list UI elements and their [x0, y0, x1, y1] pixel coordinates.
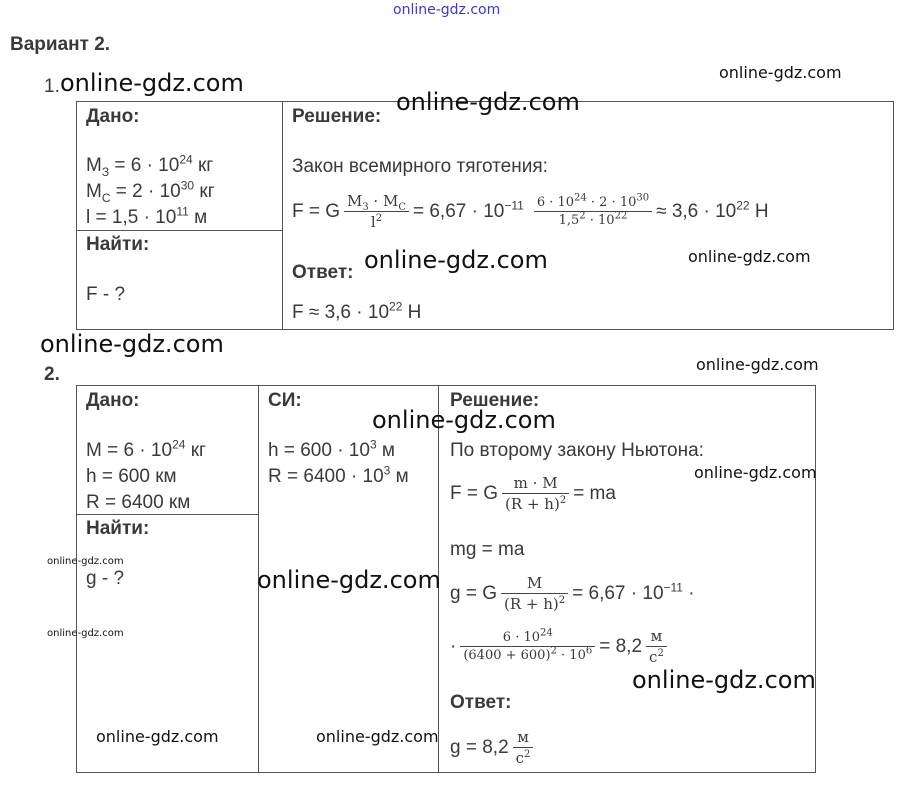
problem2-given-height: h = 600 км [86, 466, 177, 487]
problem2-find-label: Найти: [86, 518, 150, 539]
problem1-law: Закон всемирного тяготения: [292, 156, 548, 177]
problem1-divider-v [282, 101, 283, 330]
watermark: online-gdz.com [47, 556, 124, 567]
site-watermark-top[interactable]: online-gdz.com [393, 2, 501, 18]
problem2-given-mass: $M = 6 \cdot 10^{24}$ кг [86, 437, 206, 461]
watermark: online-gdz.com [396, 88, 580, 116]
problem1-find-label: Найти: [86, 234, 150, 255]
problem2-number: 2. [44, 364, 60, 385]
watermark: online-gdz.com [632, 666, 816, 694]
problem1-given-mass-earth: $M_З = 6 \cdot 10^{24}$ кг [86, 152, 214, 179]
problem2-solution-label: Решение: [450, 390, 540, 411]
problem2-formula-2: mg = ma [450, 539, 525, 560]
problem2-given-label: Дано: [86, 390, 140, 411]
watermark: online-gdz.com [257, 566, 441, 594]
problem1-divider-h [76, 230, 282, 231]
problem2-si-label: СИ: [268, 390, 302, 411]
watermark: online-gdz.com [372, 406, 556, 434]
watermark: online-gdz.com [47, 628, 124, 639]
problem2-formula-1: F = G $\frac{m \cdot M}{(R + h)^2}$ = ma [450, 474, 616, 513]
problem1-find: F - ? [86, 284, 126, 305]
problem2-find: g - ? [86, 568, 125, 589]
watermark: online-gdz.com [316, 727, 439, 746]
problem1-given-label: Дано: [86, 106, 140, 127]
problem2-divider-h [76, 514, 258, 515]
problem2-law: По второму закону Ньютона: [450, 440, 704, 461]
problem2-given-radius: R = 6400 км [86, 492, 191, 513]
problem1-number: 1. [44, 76, 60, 97]
problem1-formula: F = G $\frac{M_З \cdot M_С}{l^2}$ = $6,67 \cdot 10^{-11}$ $\frac{6 \cdot 10^{24} \cdot 2 \cdot 10^{30}}{1,5^2 \cdot 10^{22}}$ ≈ $3,6 \cdot 10^{22}$ Н [292, 192, 769, 231]
problem2-formula-4: · $\frac{6 \cdot 10^{24}}{(6400 + 600)^2 \cdot 10^6}$ = 8,2 $\frac{м}{с^2}$ [450, 627, 671, 666]
problem1-answer-label: Ответ: [292, 262, 354, 283]
watermark: online-gdz.com [96, 727, 219, 746]
watermark: online-gdz.com [688, 247, 811, 266]
problem2-si-radius: $R = 6400 \cdot 10^3$ м [268, 463, 409, 487]
watermark: online-gdz.com [719, 63, 842, 82]
problem2-answer-label: Ответ: [450, 692, 512, 713]
problem1-answer: $F \approx 3,6 \cdot 10^{22}$ Н [292, 299, 422, 323]
problem1-given-mass-sun: $M_С = 2 \cdot 10^{30}$ кг [86, 178, 215, 205]
watermark: online-gdz.com [40, 330, 224, 358]
problem1-fraction-1: $\frac{M_З \cdot M_С}{l^2}$ [344, 192, 409, 231]
watermark: online-gdz.com [694, 463, 817, 482]
problem2-formula-3: g = G $\frac{M}{(R + h)^2}$ = $6,67 \cdot 10^{-11}$ · [450, 574, 695, 613]
problem2-answer: g = 8,2 $\frac{м}{с^2}$ [450, 728, 537, 767]
watermark: online-gdz.com [696, 355, 819, 374]
variant-title: Вариант 2. [10, 34, 111, 55]
watermark: online-gdz.com [364, 246, 548, 274]
problem1-fraction-2: $\frac{6 \cdot 10^{24} \cdot 2 \cdot 10^{30}}{1,5^2 \cdot 10^{22}}$ [534, 195, 652, 228]
problem1-given-distance: $l = 1,5 \cdot 10^{11}$ м [86, 204, 208, 228]
problem1-solution-label: Решение: [292, 106, 382, 127]
problem2-si-height: $h = 600 \cdot 10^3$ м [268, 437, 395, 461]
watermark: online-gdz.com [60, 69, 244, 97]
